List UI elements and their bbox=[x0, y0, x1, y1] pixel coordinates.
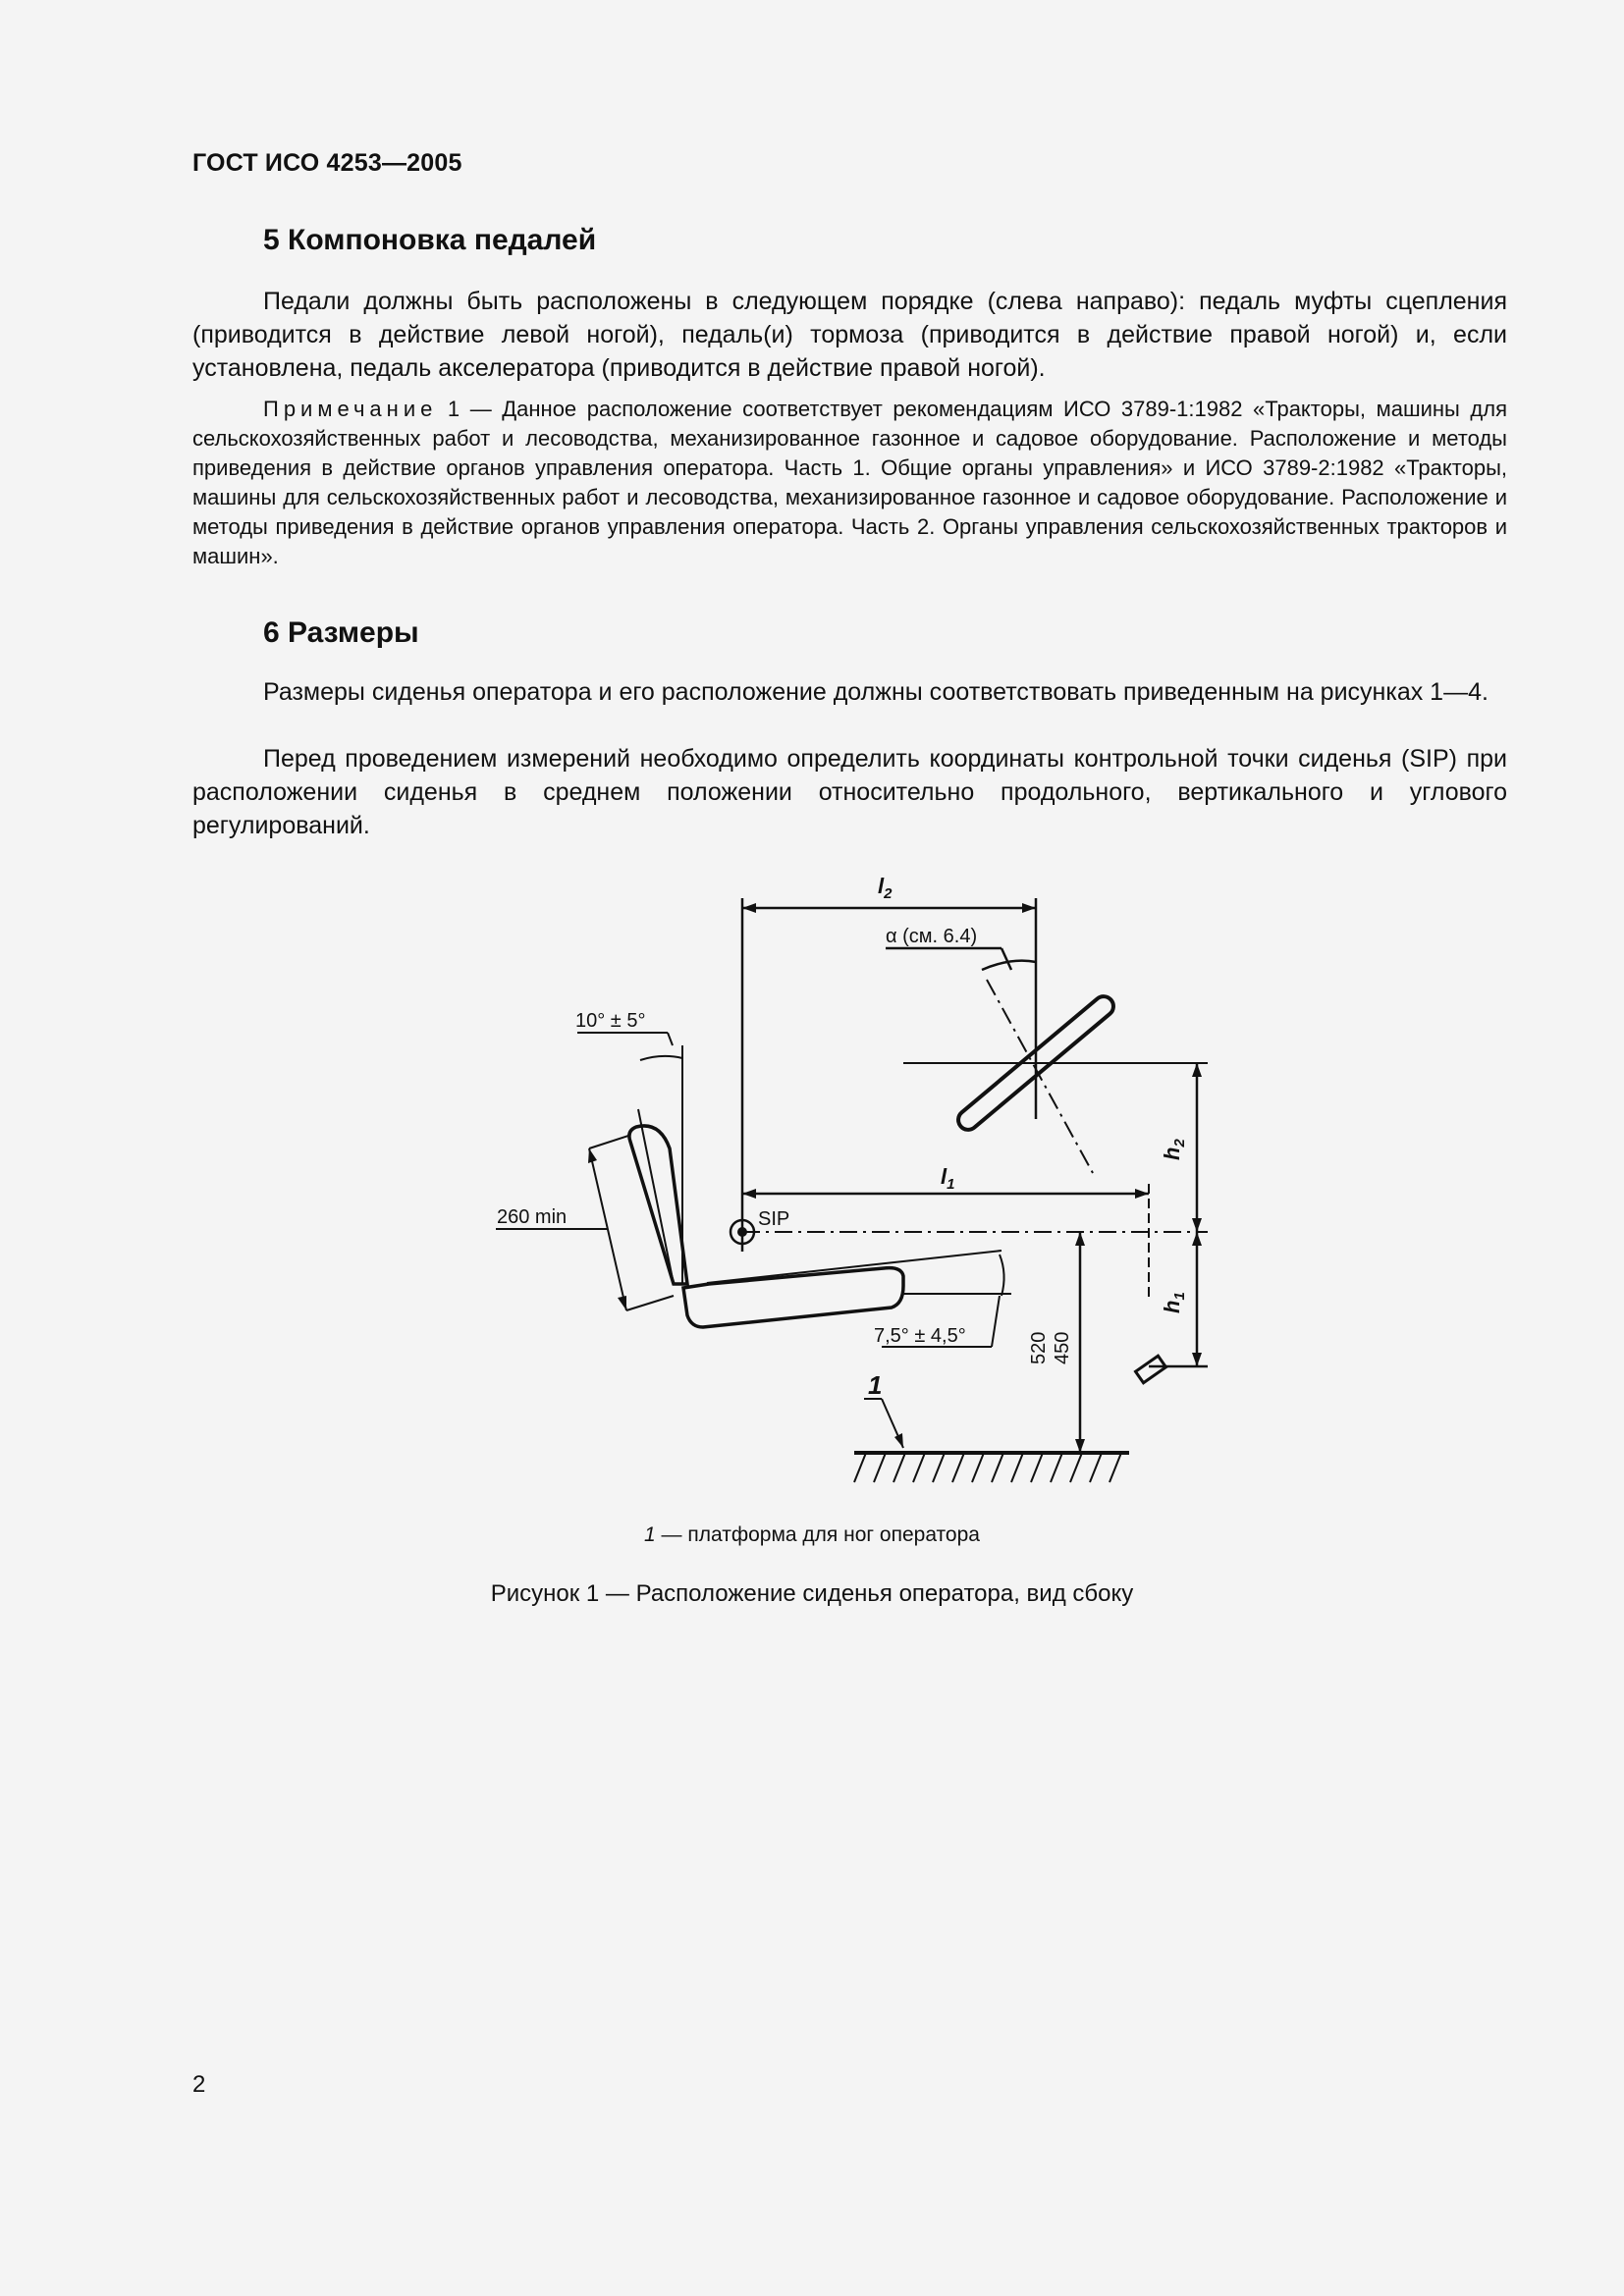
label-alpha: α (см. 6.4) bbox=[886, 926, 978, 947]
section-6-paragraph-2: Перед проведением измерений необходимо определить координаты контрольной точки сиденья (SIP) при расположении сиденья в среднем положении относительно продольного, вертикального и углового регулирований. bbox=[192, 745, 1507, 839]
label-callout-1: 1 bbox=[868, 1370, 883, 1400]
figure-caption: Рисунок 1 — Расположение сиденья оператора, вид сбоку bbox=[490, 1580, 1134, 1607]
figure-legend bbox=[0, 1523, 1624, 1547]
dim-260-ext-top bbox=[589, 1136, 628, 1148]
section-5-paragraph: Педали должны быть расположены в следующем порядке (слева направо): педаль муфты сцепления (приводится в действие левой ногой), педаль(и) тормоза (приводится в действие правой ногой) и, если установлена, педаль акселератора (приводится в действие правой ногой). bbox=[192, 288, 1507, 382]
label-l1: $l_1$ bbox=[941, 1164, 955, 1193]
figure-seat-side-view bbox=[481, 864, 1227, 1502]
platform-hatching bbox=[854, 1453, 1121, 1482]
legend-text: — платформа для ног оператора bbox=[661, 1523, 980, 1546]
document-header: ГОСТ ИСО 4253—2005 bbox=[192, 149, 462, 177]
label-450: 450 bbox=[1052, 1331, 1073, 1364]
alpha-leader-tick bbox=[1001, 948, 1011, 970]
seat-cushion bbox=[683, 1268, 903, 1327]
label-520: 520 bbox=[1028, 1331, 1050, 1364]
label-h1: $h_1$ bbox=[1160, 1292, 1188, 1313]
section-5-title: 5 Компоновка педалей bbox=[263, 224, 597, 256]
backrest-tangent-line bbox=[638, 1109, 674, 1284]
label-l2: $l_2$ bbox=[878, 874, 893, 902]
note-text: 1 — Данное расположение соответствует рекомендациям ИСО 3789-1:1982 «Тракторы, машины для сельскохозяйственных работ и лесоводства, механизированное газонное и садовое оборудование. Расположение и методы приведения в действие органов управления оператора. Часть 1. Общие органы управления» и ИСО 3789-2:1982 «Тракторы, машины для сельскохозяйственных работ и лесоводства, механизированное газонное и садовое оборудование. Расположение и методы приведения в действие органов управления оператора. Часть 2. Органы управления сельскохозяйственных тракторов и машин». bbox=[192, 397, 1507, 568]
seat-angle-leader bbox=[992, 1296, 1000, 1347]
angle-back-arc bbox=[640, 1056, 682, 1060]
pedal bbox=[1136, 1356, 1166, 1383]
angle-back-leader-tick bbox=[668, 1033, 673, 1045]
label-h2: $h_2$ bbox=[1160, 1139, 1188, 1160]
dim-260-ext-bottom bbox=[626, 1296, 674, 1310]
label-260-min: 260 min bbox=[497, 1206, 568, 1228]
note-label: Примечание bbox=[263, 397, 438, 421]
seat-surface-line bbox=[707, 1251, 1001, 1283]
label-angle-seat: 7,5° ± 4,5° bbox=[874, 1325, 966, 1347]
label-angle-back: 10° ± 5° bbox=[575, 1010, 646, 1032]
page-number: 2 bbox=[192, 2071, 206, 2098]
dimension-arrows bbox=[588, 903, 1202, 1453]
section-6-paragraph-1: Размеры сиденья оператора и его расположение должны соответствовать приведенным на рисунках 1—4. bbox=[263, 678, 1489, 706]
seat-angle-arc bbox=[1000, 1255, 1004, 1296]
label-sip: SIP bbox=[758, 1208, 790, 1230]
legend-number: 1 bbox=[644, 1523, 656, 1546]
section-6-title: 6 Размеры bbox=[263, 616, 419, 649]
section-5-note bbox=[192, 395, 1507, 571]
